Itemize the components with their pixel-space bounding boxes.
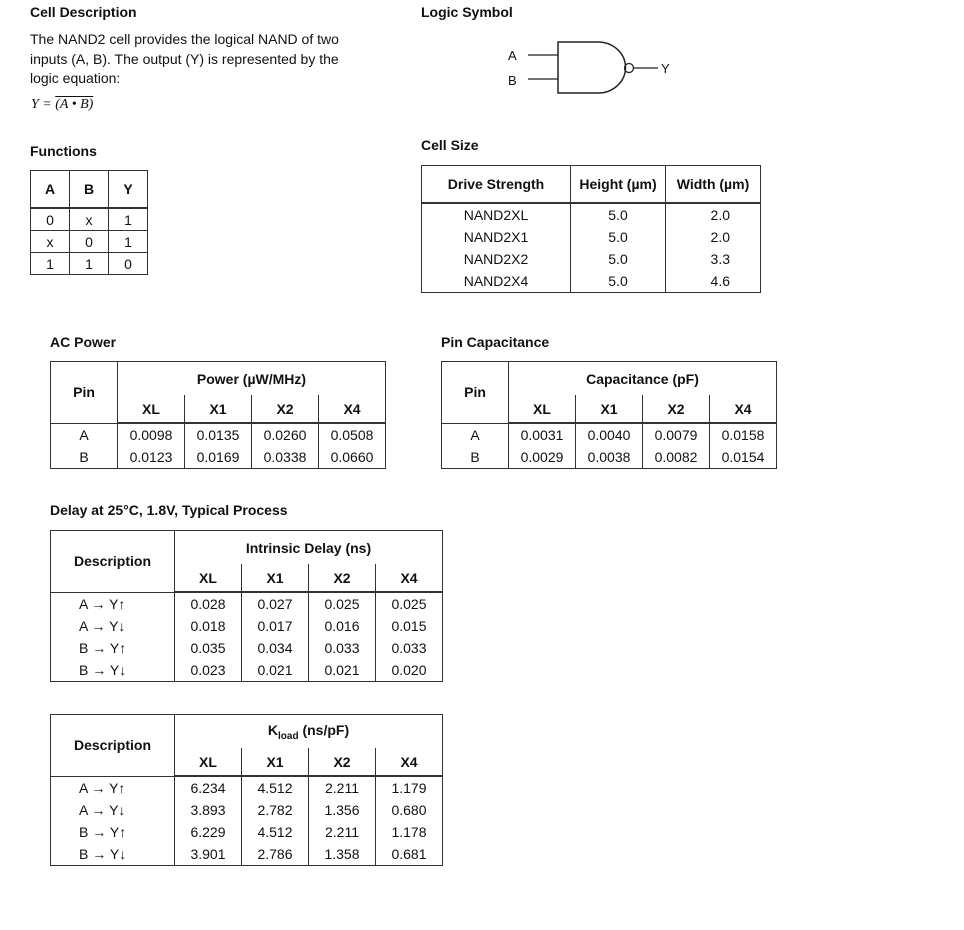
table-cell: 0.0038: [576, 446, 643, 469]
cell-description-title: Cell Description: [30, 4, 137, 20]
intrinsic-delay-table: [50, 530, 443, 682]
ac-power-title: AC Power: [50, 334, 117, 350]
table-cell: 3.3: [666, 248, 761, 270]
table-cell: 5.0: [571, 226, 666, 248]
group-header: [175, 715, 443, 749]
symbol-input-a-label: A: [508, 48, 517, 63]
table-cell: 0.034: [242, 637, 309, 659]
pin-header: Pin: [51, 362, 118, 424]
column-header: X2: [309, 748, 376, 776]
table-cell: 0.0154: [710, 446, 777, 469]
table-cell: 0: [109, 253, 148, 275]
table-cell: 0.681: [376, 843, 443, 866]
table-cell: 4.512: [242, 821, 309, 843]
pin-header: Pin: [442, 362, 509, 424]
table-cell: 1.358: [309, 843, 376, 866]
column-header: Height (µm): [571, 166, 666, 204]
functions-title: Functions: [30, 143, 97, 159]
column-header: X2: [252, 395, 319, 423]
cell-size-table: [421, 165, 761, 293]
column-header: X1: [242, 748, 309, 776]
table-cell: x: [70, 208, 109, 231]
table-cell: 0.0082: [643, 446, 710, 469]
table-cell: 0.021: [242, 659, 309, 682]
table-cell: 2.782: [242, 799, 309, 821]
table-cell: 3.901: [175, 843, 242, 866]
table-cell: 0.0158: [710, 423, 777, 446]
table-cell: 0: [70, 231, 109, 253]
table-cell: 0.0338: [252, 446, 319, 469]
description-header: Description: [51, 531, 175, 593]
column-header: X4: [710, 395, 777, 423]
table-cell: NAND2X4: [422, 270, 571, 293]
table-cell: 1.356: [309, 799, 376, 821]
nand-gate-icon: [520, 36, 660, 100]
equation-lhs: Y =: [31, 97, 56, 112]
group-header: Capacitance (pF): [509, 362, 777, 396]
table-cell: 1: [70, 253, 109, 275]
table-cell: 0.0169: [185, 446, 252, 469]
table-cell: A → Y↑: [51, 592, 175, 615]
table-cell: 0.0260: [252, 423, 319, 446]
table-cell: A → Y↓: [51, 799, 175, 821]
column-header: XL: [118, 395, 185, 423]
column-header: X1: [185, 395, 252, 423]
column-header: X4: [376, 748, 443, 776]
table-cell: 0.0031: [509, 423, 576, 446]
table-cell: B: [442, 446, 509, 469]
table-cell: 0.033: [309, 637, 376, 659]
table-cell: NAND2X2: [422, 248, 571, 270]
column-header: X4: [376, 564, 443, 592]
table-cell: 0.018: [175, 615, 242, 637]
table-cell: 0.035: [175, 637, 242, 659]
column-header: Y: [109, 171, 148, 209]
table-cell: B → Y↑: [51, 637, 175, 659]
table-cell: 2.0: [666, 226, 761, 248]
table-cell: B → Y↓: [51, 659, 175, 682]
table-cell: 0.0098: [118, 423, 185, 446]
column-header: X4: [319, 395, 386, 423]
table-cell: 0.0135: [185, 423, 252, 446]
table-cell: 5.0: [571, 270, 666, 293]
table-cell: A → Y↓: [51, 615, 175, 637]
table-cell: 0.0123: [118, 446, 185, 469]
table-cell: 0.025: [309, 592, 376, 615]
table-cell: 0.0029: [509, 446, 576, 469]
table-cell: 2.211: [309, 821, 376, 843]
table-cell: 1: [109, 208, 148, 231]
table-cell: 5.0: [571, 203, 666, 226]
table-cell: 0.016: [309, 615, 376, 637]
symbol-output-y-label: Y: [661, 61, 670, 76]
kload-table: [50, 714, 443, 866]
table-cell: A → Y↑: [51, 776, 175, 799]
column-header: XL: [175, 564, 242, 592]
table-cell: 5.0: [571, 248, 666, 270]
table-cell: 0.020: [376, 659, 443, 682]
table-cell: 0.0079: [643, 423, 710, 446]
table-cell: 4.512: [242, 776, 309, 799]
group-header: Intrinsic Delay (ns): [175, 531, 443, 565]
table-cell: 3.893: [175, 799, 242, 821]
table-cell: 0.033: [376, 637, 443, 659]
delay-title: Delay at 25°C, 1.8V, Typical Process: [50, 502, 288, 518]
table-cell: 1.178: [376, 821, 443, 843]
column-header: Drive Strength: [422, 166, 571, 204]
table-cell: B → Y↑: [51, 821, 175, 843]
table-cell: 0.0508: [319, 423, 386, 446]
cell-size-title: Cell Size: [421, 137, 479, 153]
table-cell: B: [51, 446, 118, 469]
column-header: X2: [309, 564, 376, 592]
table-cell: 2.211: [309, 776, 376, 799]
table-cell: 0.028: [175, 592, 242, 615]
cell-description-text: [30, 30, 390, 89]
group-header: Power (µW/MHz): [118, 362, 386, 396]
table-cell: 2.786: [242, 843, 309, 866]
table-cell: 1.179: [376, 776, 443, 799]
table-cell: NAND2X1: [422, 226, 571, 248]
symbol-input-b-label: B: [508, 73, 517, 88]
kload-unit: (ns/pF): [298, 721, 350, 738]
table-cell: 4.6: [666, 270, 761, 293]
ac-power-table: [50, 361, 386, 469]
pin-capacitance-title: Pin Capacitance: [441, 334, 550, 350]
logic-symbol-title: Logic Symbol: [421, 4, 513, 20]
table-cell: 0.0660: [319, 446, 386, 469]
kload-symbol: K: [267, 721, 278, 738]
table-cell: 0.0040: [576, 423, 643, 446]
table-cell: 0.025: [376, 592, 443, 615]
pin-capacitance-table: [441, 361, 777, 469]
description-header: Description: [51, 715, 175, 777]
table-cell: 0.015: [376, 615, 443, 637]
table-cell: x: [31, 231, 70, 253]
table-cell: B → Y↓: [51, 843, 175, 866]
column-header: XL: [175, 748, 242, 776]
logic-equation: [31, 97, 93, 113]
truth-table: [30, 170, 148, 275]
table-cell: 0.027: [242, 592, 309, 615]
equation-rhs: (A • B): [55, 97, 94, 112]
description-line: logic equation:: [30, 70, 121, 86]
column-header: X1: [576, 395, 643, 423]
table-cell: A: [51, 423, 118, 446]
column-header: Width (µm): [666, 166, 761, 204]
table-cell: A: [442, 423, 509, 446]
table-cell: 0: [31, 208, 70, 231]
kload-subscript: load: [278, 730, 299, 742]
table-cell: 6.229: [175, 821, 242, 843]
column-header: XL: [509, 395, 576, 423]
table-cell: 0.021: [309, 659, 376, 682]
table-cell: 6.234: [175, 776, 242, 799]
description-line: inputs (A, B). The output (Y) is represented by the: [30, 50, 339, 67]
column-header: A: [31, 171, 70, 209]
table-cell: 1: [31, 253, 70, 275]
table-cell: 0.680: [376, 799, 443, 821]
column-header: X2: [643, 395, 710, 423]
table-cell: 2.0: [666, 203, 761, 226]
table-cell: NAND2XL: [422, 203, 571, 226]
table-cell: 0.017: [242, 615, 309, 637]
table-cell: 0.023: [175, 659, 242, 682]
column-header: X1: [242, 564, 309, 592]
description-line: The NAND2 cell provides the logical NAND of two: [30, 31, 339, 47]
column-header: B: [70, 171, 109, 209]
table-cell: 1: [109, 231, 148, 253]
